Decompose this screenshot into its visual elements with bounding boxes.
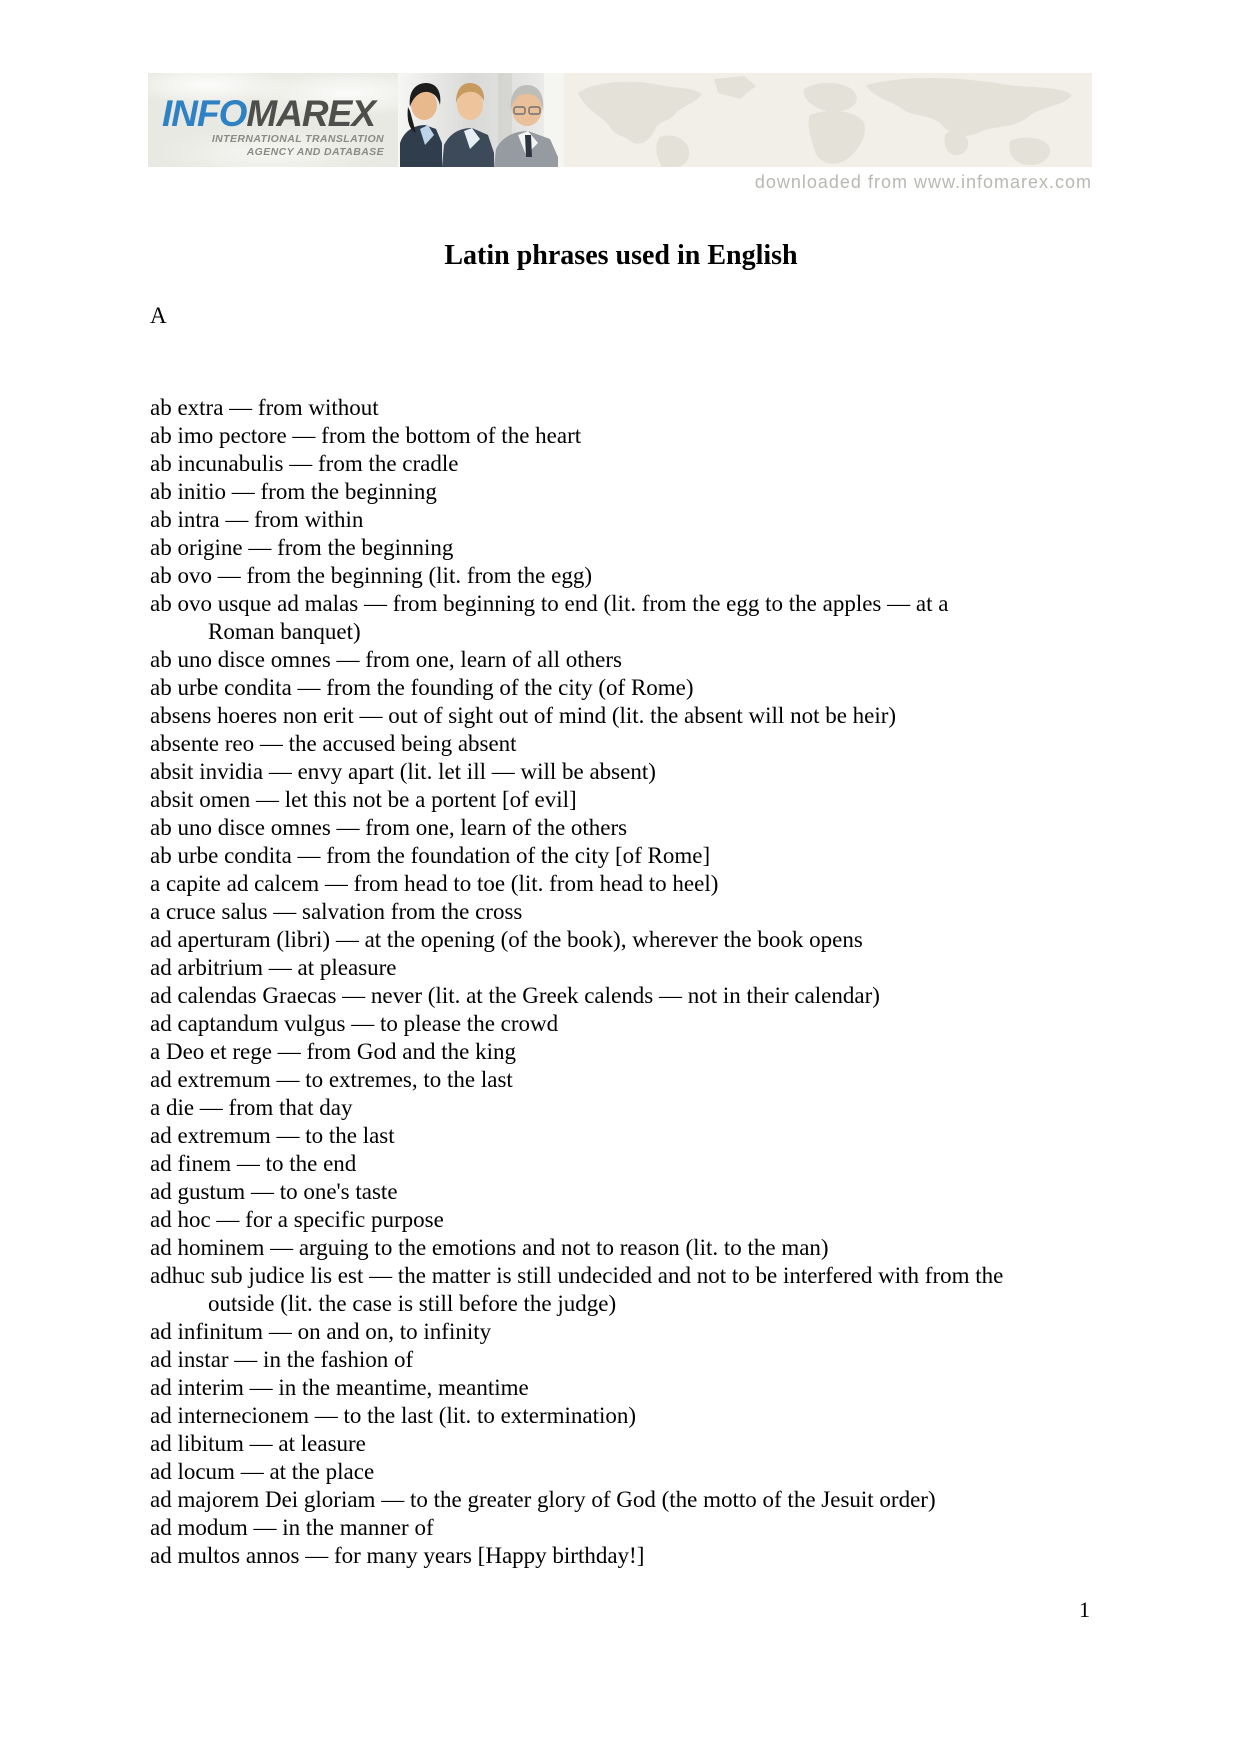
infomarex-banner <box>148 73 1092 167</box>
phrase-text: ad extremum — to the last <box>150 1123 395 1148</box>
phrase-text: ad internecionem — to the last (lit. to extermination) <box>150 1403 637 1428</box>
phrase-item <box>150 1346 1160 1374</box>
phrase-text: ab imo pectore — from the bottom of the heart <box>150 423 582 448</box>
phrase-text: ad locum — at the place <box>150 1459 375 1484</box>
page-number: 1 <box>1079 1597 1090 1622</box>
phrase-text: ab uno disce omnes — from one, learn of all others <box>150 647 623 672</box>
phrase-item <box>150 674 1160 702</box>
phrase-text: a Deo et rege — from God and the king <box>150 1039 516 1064</box>
phrase-item <box>150 450 1160 478</box>
phrase-text: ad hoc — for a specific purpose <box>150 1207 444 1232</box>
logo-wordmark <box>162 93 375 135</box>
phrase-item <box>150 814 1160 842</box>
phrase-text: ad aperturam (libri) — at the opening (of the book), wherever the book opens <box>150 927 863 952</box>
phrase-text: absente reo — the accused being absent <box>150 731 517 756</box>
phrase-text: ab initio — from the beginning <box>150 479 437 504</box>
phrase-item <box>150 1234 1160 1262</box>
phrase-item <box>150 1206 1160 1234</box>
phrase-text: ab origine — from the beginning <box>150 535 454 560</box>
phrase-item <box>150 758 1160 786</box>
phrase-text: ad calendas Graecas — never (lit. at the Greek calends — not in their calendar) <box>150 983 880 1008</box>
phrase-list <box>150 394 1160 1570</box>
phrase-item <box>150 1094 1160 1122</box>
phrase-item <box>150 1262 1160 1318</box>
world-map-graphic <box>564 73 1092 167</box>
phrase-text: ab urbe condita — from the foundation of the city [of Rome] <box>150 843 711 868</box>
phrase-item <box>150 646 1160 674</box>
logo-tagline <box>212 133 384 159</box>
phrase-text: ab uno disce omnes — from one, learn of the others <box>150 815 628 840</box>
phrase-item <box>150 562 1160 590</box>
phrase-item <box>150 1458 1160 1486</box>
phrase-text: ad extremum — to extremes, to the last <box>150 1067 513 1092</box>
phrase-item <box>150 898 1160 926</box>
phrase-text: ad captandum vulgus — to please the crowd <box>150 1011 559 1036</box>
phrase-item <box>150 1178 1160 1206</box>
phrase-text: ab extra — from without <box>150 395 379 420</box>
phrase-item <box>150 1150 1160 1178</box>
page-title: Latin phrases used in English <box>444 240 798 271</box>
phrase-text: absit invidia — envy apart (lit. let ill — will be absent) <box>150 759 656 784</box>
phrase-item <box>150 1066 1160 1094</box>
phrase-item <box>150 870 1160 898</box>
phrase-item <box>150 422 1160 450</box>
phrase-text: ab urbe condita — from the founding of the city (of Rome) <box>150 675 694 700</box>
phrase-text-continuation: Roman banquet) <box>208 619 361 644</box>
phrase-item <box>150 926 1160 954</box>
phrase-item <box>150 1010 1160 1038</box>
phrase-text: absit omen — let this not be a portent [of evil] <box>150 787 577 812</box>
world-map-svg <box>564 73 1092 167</box>
phrase-item <box>150 1430 1160 1458</box>
phrase-text: ad hominem — arguing to the emotions and not to reason (lit. to the man) <box>150 1235 829 1260</box>
logo-text-info: INFO <box>162 93 247 134</box>
phrase-text: absens hoeres non erit — out of sight out of mind (lit. the absent will not be heir) <box>150 703 897 728</box>
phrase-text: ad arbitrium — at pleasure <box>150 955 397 980</box>
phrase-text: ab incunabulis — from the cradle <box>150 451 459 476</box>
phrase-item <box>150 590 1160 646</box>
phrase-text-continuation: outside (lit. the case is still before the judge) <box>208 1291 617 1316</box>
phrase-text: ad modum — in the manner of <box>150 1515 434 1540</box>
phrase-item <box>150 1038 1160 1066</box>
logo-tagline-line2: AGENCY AND DATABASE <box>246 146 384 158</box>
phrase-item <box>150 1402 1160 1430</box>
phrase-item <box>150 730 1160 758</box>
phrase-item <box>150 1122 1160 1150</box>
business-people-photo-graphic <box>398 73 564 167</box>
phrase-text: ad majorem Dei gloriam — to the greater glory of God (the motto of the Jesuit order) <box>150 1487 936 1512</box>
phrase-item <box>150 506 1160 534</box>
section-letter: A <box>150 303 167 328</box>
phrase-text: a cruce salus — salvation from the cross <box>150 899 523 924</box>
logo-tagline-line1: INTERNATIONAL TRANSLATION <box>211 133 384 145</box>
phrase-text: ad gustum — to one's taste <box>150 1179 398 1204</box>
phrase-item <box>150 394 1160 422</box>
phrase-text: a die — from that day <box>150 1095 353 1120</box>
business-people-photo <box>398 73 564 167</box>
phrase-item <box>150 954 1160 982</box>
downloaded-from-watermark: downloaded from www.infomarex.com <box>754 172 1092 192</box>
phrase-item <box>150 786 1160 814</box>
phrase-text: ab ovo usque ad malas — from beginning to end (lit. from the egg to the apples — at a <box>150 591 949 616</box>
phrase-text: a capite ad calcem — from head to toe (lit. from head to heel) <box>150 871 719 896</box>
phrase-text: ad interim — in the meantime, meantime <box>150 1375 529 1400</box>
phrase-item <box>150 478 1160 506</box>
phrase-item <box>150 982 1160 1010</box>
phrase-text: ad instar — in the fashion of <box>150 1347 414 1372</box>
phrase-item <box>150 1318 1160 1346</box>
phrase-item <box>150 1374 1160 1402</box>
phrase-text: ab intra — from within <box>150 507 364 532</box>
phrase-text: adhuc sub judice lis est — the matter is still undecided and not to be interfered with from the <box>150 1263 1004 1288</box>
infomarex-logo <box>148 73 398 167</box>
phrase-item <box>150 702 1160 730</box>
phrase-text: ab ovo — from the beginning (lit. from the egg) <box>150 563 593 588</box>
phrase-text: ad libitum — at leasure <box>150 1431 366 1456</box>
phrase-item <box>150 1486 1160 1514</box>
logo-text-marex: MAREX <box>246 93 376 134</box>
phrase-item <box>150 842 1160 870</box>
phrase-item <box>150 534 1160 562</box>
phrase-text: ad infinitum — on and on, to infinity <box>150 1319 492 1344</box>
phrase-text: ad multos annos — for many years [Happy birthday!] <box>150 1543 645 1568</box>
phrase-text: ad finem — to the end <box>150 1151 357 1176</box>
phrase-item <box>150 1542 1160 1570</box>
phrase-item <box>150 1514 1160 1542</box>
